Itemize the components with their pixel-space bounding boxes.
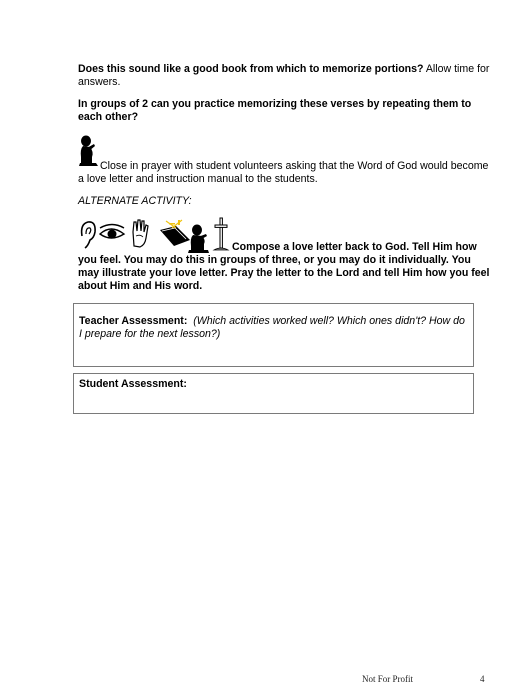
paragraph-book-question	[78, 63, 490, 89]
paragraph-group-practice: In groups of 2 can you practice memorizing these verses by repeating them to each other?	[78, 98, 472, 123]
student-assessment-label: Student Assessment:	[79, 378, 187, 390]
footer-left-text: Not For Profit	[362, 674, 414, 684]
teacher-assessment-label: Teacher Assessment:	[79, 315, 188, 327]
book-question-instruction: Allow time for answers.	[78, 63, 490, 88]
teacher-assessment-content	[79, 315, 467, 341]
teacher-assessment-prompt: (Which activities worked well? Which ones didn't? How do I prepare for the next lesson?)	[79, 315, 465, 340]
alternate-activity-heading: ALTERNATE ACTIVITY:	[78, 195, 192, 207]
eye-icon	[100, 225, 124, 239]
alternate-activity-text: Compose a love letter back to God. Tell Him how you feel. You may do this in groups of three, or you may do it individually. You may illustrate your love letter. Pray the letter to the Lord and tell Him how you feel about Him and His word.	[78, 241, 490, 292]
student-assessment-box[interactable]	[73, 373, 474, 414]
teacher-assessment-box[interactable]	[73, 303, 474, 367]
student-assessment-content	[79, 378, 467, 391]
prayer-text: Close in prayer with student volunteers asking that the Word of God would become a love letter and instruction manual to the students.	[78, 160, 489, 185]
page-number: 4	[480, 674, 485, 684]
book-question-bold: Does this sound like a good book from which to memorize portions?	[78, 63, 424, 75]
